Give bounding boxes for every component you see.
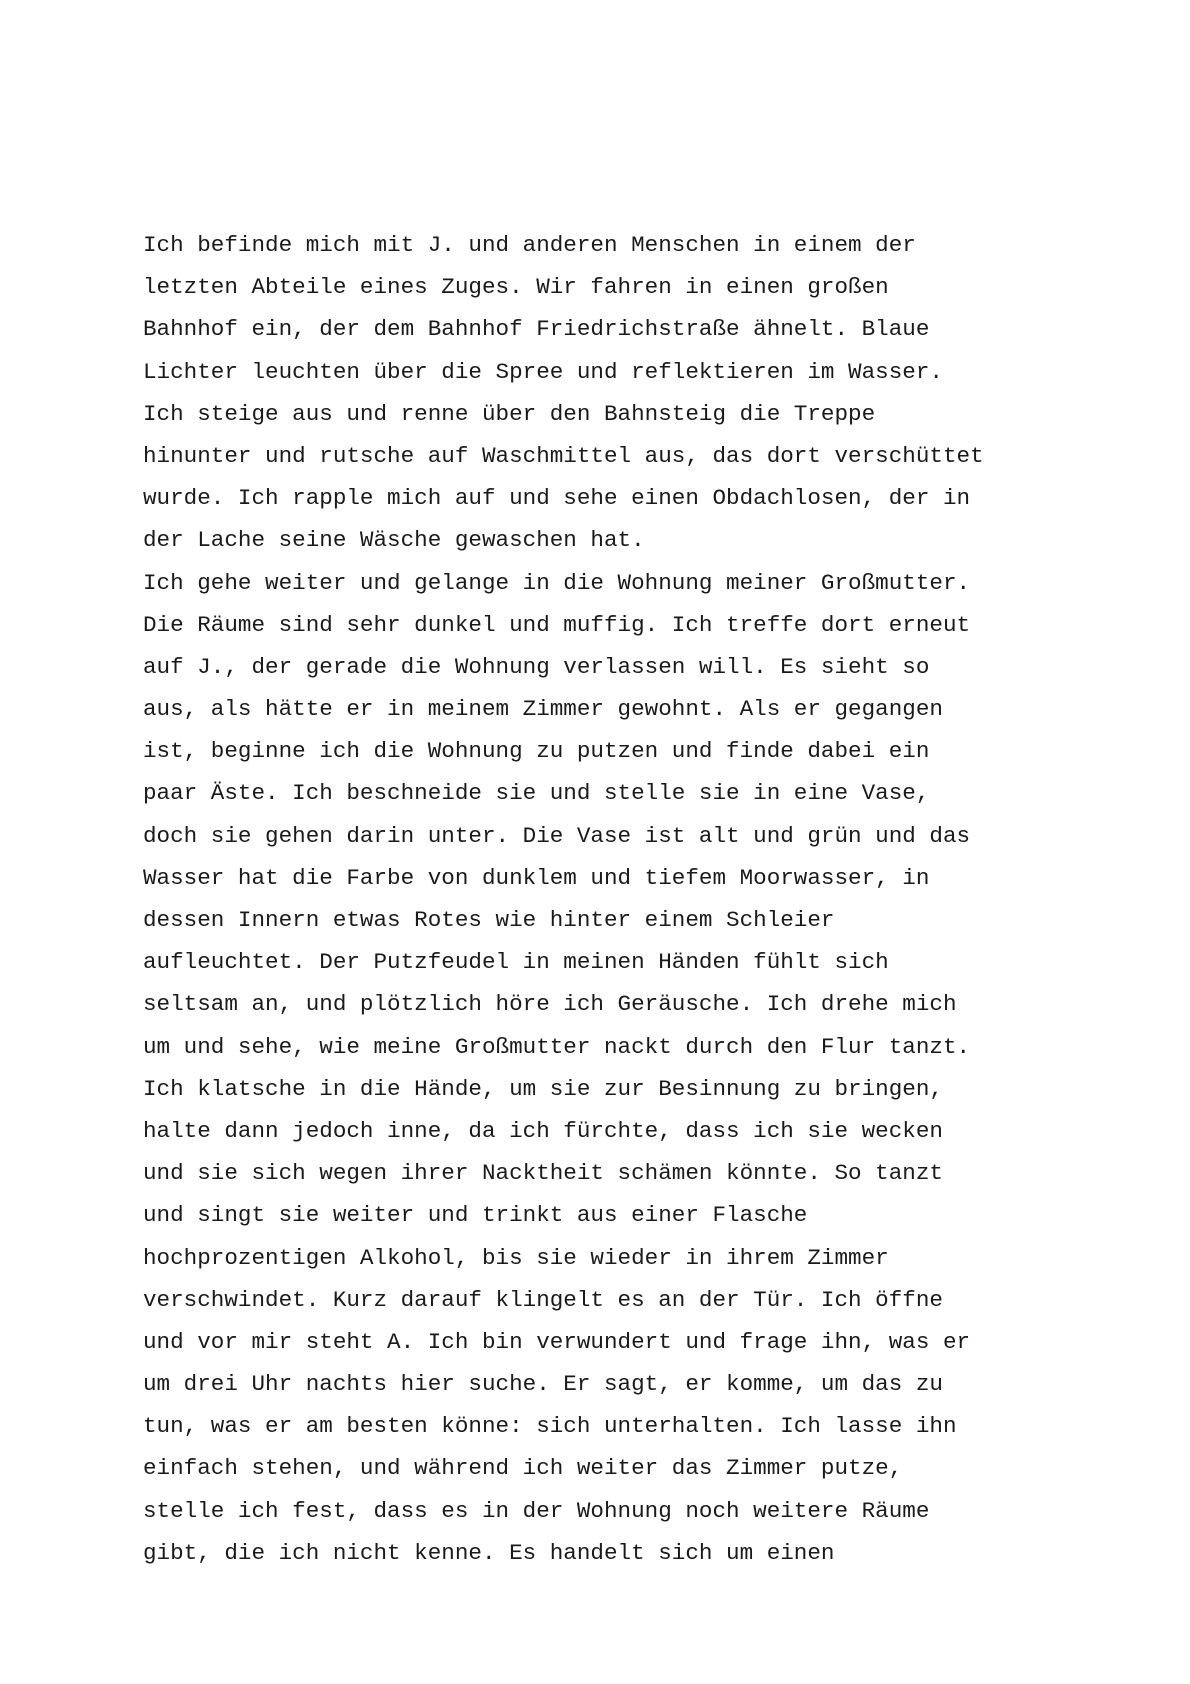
text-line: um und sehe, wie meine Großmutter nackt durch den Flur tanzt. [143,1033,971,1060]
text-line: aufleuchtet. Der Putzfeudel in meinen Händen fühlt sich [143,949,889,976]
text-line: seltsam an, und plötzlich höre ich Geräusche. Ich drehe mich [143,991,957,1018]
text-line: Ich steige aus und renne über den Bahnsteig die Treppe [143,400,876,427]
text-line: Bahnhof ein, der dem Bahnhof Friedrichstraße ähnelt. Blaue [143,316,930,343]
text-line: auf J., der gerade die Wohnung verlassen will. Es sieht so [143,653,930,680]
text-line: halte dann jedoch inne, da ich fürchte, dass ich sie wecken [143,1117,943,1144]
text-line: Ich klatsche in die Hände, um sie zur Besinnung zu bringen, [143,1075,943,1102]
text-line: Ich befinde mich mit J. und anderen Menschen in einem der [143,232,916,258]
text-line: paar Äste. Ich beschneide sie und stelle sie in eine Vase, [143,780,930,807]
text-line: verschwindet. Kurz darauf klingelt es an der Tür. Ich öffne [143,1286,943,1313]
text-line: doch sie gehen darin unter. Die Vase ist alt und grün und das [143,822,971,849]
text-line: Lichter leuchten über die Spree und reflektieren im Wasser. [143,358,943,385]
text-line: und vor mir steht A. Ich bin verwundert und frage ihn, was er [143,1328,971,1355]
text-line: ist, beginne ich die Wohnung zu putzen und finde dabei ein [143,738,930,765]
text-line: dessen Innern etwas Rotes wie hinter einem Schleier [143,907,835,933]
text-line: hinunter und rutsche auf Waschmittel aus, das dort verschüttet [143,442,984,469]
text-line: um drei Uhr nachts hier suche. Er sagt, er komme, um das zu [143,1371,943,1398]
text-line: Ich gehe weiter und gelange in die Wohnung meiner Großmutter. [143,569,971,596]
text-line: tun, was er am besten könne: sich unterhalten. Ich lasse ihn [143,1413,957,1440]
body-text [143,224,1143,1574]
text-line: aus, als hätte er in meinem Zimmer gewohnt. Als er gegangen [143,696,943,723]
text-line: und singt sie weiter und trinkt aus einer Flasche [143,1202,808,1229]
text-line: hochprozentigen Alkohol, bis sie wieder in ihrem Zimmer [143,1244,889,1271]
text-line: letzten Abteile eines Zuges. Wir fahren in einen großen [143,274,889,301]
text-line: Die Räume sind sehr dunkel und muffig. Ich treffe dort erneut [143,611,971,638]
text-line: wurde. Ich rapple mich auf und sehe einen Obdachlosen, der in [143,485,971,512]
text-line: der Lache seine Wäsche gewaschen hat. [143,527,645,554]
text-line: stelle ich fest, dass es in der Wohnung noch weitere Räume [143,1497,930,1524]
text-line: gibt, die ich nicht kenne. Es handelt sich um einen [143,1539,835,1566]
text-line: und sie sich wegen ihrer Nacktheit schämen könnte. So tanzt [143,1160,943,1187]
text-line: Wasser hat die Farbe von dunklem und tiefem Moorwasser, in [143,864,930,891]
text-line: einfach stehen, und während ich weiter das Zimmer putze, [143,1455,903,1482]
